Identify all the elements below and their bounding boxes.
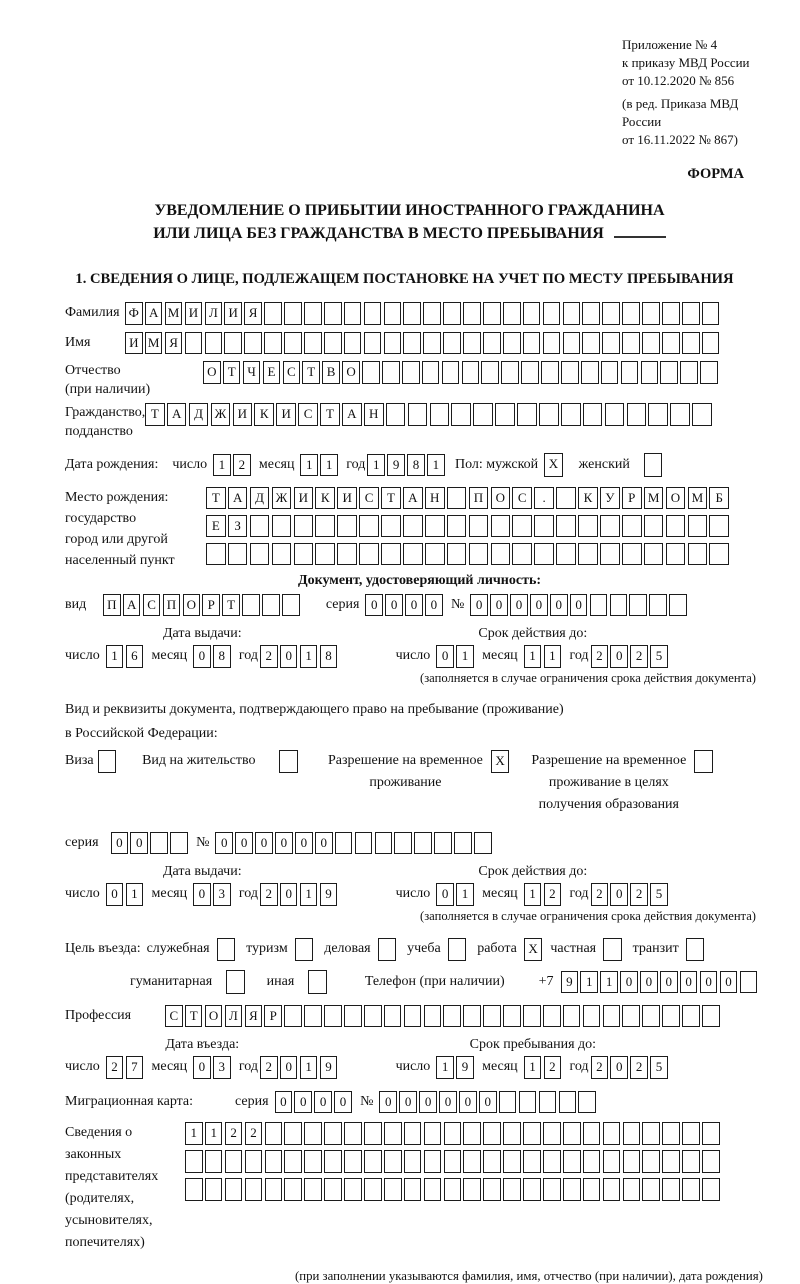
identity-doc-row <box>65 594 774 617</box>
residence-doc-intro: Вид и реквизиты документа, подтверждающего право на пребывание (проживание) в Российской Федерации: <box>65 701 564 741</box>
birth-place-boxes <box>206 487 731 571</box>
citizenship-label: Гражданство, подданство <box>65 405 146 439</box>
transit-checkbox[interactable] <box>686 938 705 962</box>
month-label: месяц <box>482 886 518 902</box>
citizenship-boxes[interactable]: Т А Д Ж И К И С Т А Н <box>145 403 714 426</box>
temp-residence-checkbox[interactable]: X <box>491 750 510 774</box>
stay-year-boxes[interactable]: 2 0 2 5 <box>591 1056 671 1079</box>
patronymic-row <box>65 361 774 399</box>
birth-date-label: Дата рождения: <box>65 456 159 472</box>
doc-series-label: серия <box>325 596 360 612</box>
humanitarian-checkbox[interactable] <box>226 970 245 994</box>
identity-expiry-month-boxes[interactable]: 1 1 <box>524 645 564 668</box>
profession-row <box>65 1005 774 1028</box>
temp-residence-edu-label: Разрешение на временное проживание в целях получения образования <box>531 752 687 812</box>
purpose-row <box>65 938 774 962</box>
purpose-option-private: частная <box>550 938 621 962</box>
given-name-row <box>65 332 774 355</box>
day-label: число <box>395 886 431 902</box>
form-title <box>45 199 774 245</box>
issue-heading: Дата выдачи: <box>162 626 242 641</box>
phone-label: Телефон (при наличии) <box>364 973 505 989</box>
month-label: месяц <box>482 648 518 664</box>
residence-issue-day-boxes[interactable]: 0 1 <box>106 883 146 906</box>
visa-checkbox[interactable] <box>98 750 117 774</box>
doc-kind-boxes[interactable]: П А С П О Р Т <box>103 594 302 617</box>
residence-number-boxes[interactable]: 0 0 0 0 0 0 <box>215 832 493 855</box>
number-label: № <box>360 1093 374 1109</box>
year-label: год <box>238 648 258 664</box>
day-label: число <box>65 886 100 902</box>
residence-expiry-day-boxes[interactable]: 0 1 <box>436 883 476 906</box>
forma-label: ФОРМА <box>687 166 744 182</box>
legal-reps-row2-boxes[interactable] <box>185 1150 763 1173</box>
residence-issue-year-boxes[interactable]: 2 0 1 9 <box>260 883 340 906</box>
doc-number-boxes[interactable]: 0 0 0 0 0 0 <box>470 594 689 617</box>
phone-prefix: +7 <box>538 973 554 989</box>
residence-permit-checkbox[interactable] <box>279 750 298 774</box>
profession-label: Профессия <box>65 1007 132 1023</box>
month-label: месяц <box>482 1059 518 1075</box>
section1-heading: 1. СВЕДЕНИЯ О ЛИЦЕ, ПОДЛЕЖАЩЕМ ПОСТАНОВКЕ НА УЧЕТ ПО МЕСТУ ПРЕБЫВАНИЯ <box>75 271 734 287</box>
entry-date-group <box>65 1037 340 1079</box>
number-label: № <box>196 834 210 850</box>
entry-date-heading: Дата въезда: <box>165 1037 240 1052</box>
sex-male-label: Пол: мужской <box>454 456 539 472</box>
month-label: месяц <box>151 886 188 902</box>
migration-card-label: Миграционная карта: <box>65 1093 194 1109</box>
purpose-option-business: служебная <box>147 938 236 962</box>
title-blank-underline <box>614 236 666 238</box>
migration-number-boxes[interactable]: 0 0 0 0 0 0 <box>379 1091 598 1114</box>
temp-residence-edu-option <box>531 750 712 816</box>
residence-doc-options <box>65 750 774 816</box>
day-label: число <box>395 648 431 664</box>
other-purpose-checkbox[interactable] <box>308 970 327 994</box>
temp-residence-label: Разрешение на временное проживание <box>327 752 483 790</box>
identity-issue-month-boxes[interactable]: 0 8 <box>193 645 233 668</box>
purpose-option-transit: транзит <box>633 938 705 962</box>
residence-doc-dates <box>65 864 774 906</box>
purpose-row2 <box>65 970 774 994</box>
entry-month-boxes[interactable]: 0 3 <box>193 1056 233 1079</box>
entry-day-boxes[interactable]: 2 7 <box>106 1056 146 1079</box>
given-name-label: Имя <box>65 334 91 350</box>
residence-permit-option <box>142 750 298 774</box>
legal-reps-boxes <box>185 1122 763 1284</box>
residence-series-boxes[interactable]: 0 0 <box>111 832 191 855</box>
other-purpose-label: иная <box>266 973 295 989</box>
birth-place-row1-boxes[interactable]: Т А Д Ж И К И С Т А Н П О С . К У Р М О М Б <box>206 487 731 510</box>
year-label: год <box>346 456 366 472</box>
stay-day-boxes[interactable]: 1 9 <box>436 1056 476 1079</box>
legal-reps-row1-boxes[interactable]: 1 1 2 2 <box>185 1122 763 1145</box>
series-label: серия <box>235 1093 269 1109</box>
doc-number-label: № <box>451 596 465 612</box>
temp-residence-edu-checkbox[interactable] <box>694 750 713 774</box>
birth-place-row2-boxes[interactable]: Е З <box>206 515 731 538</box>
patronymic-label: Отчество (при наличии) <box>65 363 151 397</box>
given-name-boxes[interactable]: И М Я <box>125 332 722 355</box>
business-checkbox[interactable] <box>217 938 236 962</box>
stay-month-boxes[interactable]: 1 2 <box>524 1056 564 1079</box>
form-title-line2: ИЛИ ЛИЦА БЕЗ ГРАЖДАНСТВА В МЕСТО ПРЕБЫВАНИЯ <box>45 222 774 245</box>
month-label: месяц <box>258 456 295 472</box>
year-label: год <box>238 1059 258 1075</box>
purpose-option-study: учеба <box>407 938 466 962</box>
temp-residence-option <box>328 750 509 794</box>
month-label: месяц <box>151 1059 188 1075</box>
identity-issue-group <box>65 626 340 668</box>
amendment-lines: (в ред. Приказа МВД России от 16.11.2022 № 867) <box>622 96 739 147</box>
appendix-reference <box>622 36 774 149</box>
form-title-line1: УВЕДОМЛЕНИЕ О ПРИБЫТИИ ИНОСТРАННОГО ГРАЖДАНИНА <box>154 202 665 219</box>
residence-expiry-group <box>396 864 671 906</box>
legal-reps-block <box>65 1122 774 1284</box>
commercial-checkbox[interactable] <box>378 938 397 962</box>
residence-issue-group <box>65 864 340 906</box>
patronymic-boxes[interactable]: О Т Ч Е С Т В О <box>203 361 720 384</box>
birth-place-labels: Место рождения: государство город или другой населенный пункт <box>65 489 175 568</box>
female-checkbox[interactable] <box>644 453 663 477</box>
male-checkbox[interactable]: X <box>544 453 563 477</box>
legal-reps-labels: Сведения о законных представителях (родителях, усыновителях, попечителях) <box>65 1125 159 1250</box>
migration-series-boxes[interactable]: 0 0 0 0 <box>275 1091 355 1114</box>
surname-row <box>65 302 774 325</box>
year-label: год <box>238 886 258 902</box>
residence-doc-series-row <box>65 832 774 855</box>
birth-place-row3-boxes[interactable] <box>206 543 731 566</box>
issue-heading: Дата выдачи: <box>162 864 242 879</box>
migration-card-row <box>65 1091 774 1114</box>
expiry-heading: Срок действия до: <box>478 626 588 641</box>
profession-boxes[interactable]: С Т О Л Я Р <box>165 1005 722 1028</box>
day-label: число <box>395 1059 431 1075</box>
appendix-lines: Приложение № 4 к приказу МВД России от 10.12.2020 № 856 <box>622 37 750 88</box>
residence-issue-month-boxes[interactable]: 0 3 <box>193 883 233 906</box>
humanitarian-label: гуманитарная <box>130 973 213 989</box>
phone-boxes[interactable]: 9 1 1 0 0 0 0 0 0 <box>561 971 760 994</box>
identity-doc-dates <box>65 626 774 668</box>
study-checkbox[interactable] <box>448 938 467 962</box>
surname-label: Фамилия <box>65 305 120 321</box>
purpose-option-work: работа X <box>477 938 542 962</box>
residence-expiry-month-boxes[interactable]: 1 2 <box>524 883 564 906</box>
identity-issue-day-boxes[interactable]: 1 6 <box>106 645 146 668</box>
month-label: месяц <box>151 648 188 664</box>
identity-expiry-note: (заполняется в случае ограничения срока действия документа) <box>420 670 756 685</box>
series-label: серия <box>65 834 99 850</box>
year-label: год <box>569 886 589 902</box>
stay-until-heading: Срок пребывания до: <box>469 1037 597 1052</box>
day-label: число <box>65 1059 100 1075</box>
doc-kind-label: вид <box>65 596 87 612</box>
stay-until-group <box>396 1037 671 1079</box>
citizenship-row <box>65 403 774 441</box>
visa-option <box>65 750 116 774</box>
year-label: год <box>569 648 589 664</box>
entry-stay-dates <box>65 1037 774 1079</box>
residence-expiry-year-boxes[interactable]: 2 0 2 5 <box>591 883 671 906</box>
day-label: число <box>172 456 208 472</box>
birth-year-boxes[interactable]: 1 9 8 1 <box>367 454 447 477</box>
residence-permit-label: Вид на жительство <box>142 752 256 768</box>
entry-year-boxes[interactable]: 2 0 1 9 <box>260 1056 340 1079</box>
tourism-checkbox[interactable] <box>295 938 314 962</box>
legal-reps-note: (при заполнении указываются фамилия, имя, отчество (при наличии), дата рождения) <box>295 1268 763 1283</box>
day-label: число <box>65 648 100 664</box>
birth-day-boxes[interactable]: 1 2 <box>213 454 253 477</box>
legal-reps-row3-boxes[interactable] <box>185 1178 763 1201</box>
identity-expiry-group <box>396 626 671 668</box>
year-label: год <box>569 1059 589 1075</box>
doc-series-boxes[interactable]: 0 0 0 0 <box>365 594 445 617</box>
purpose-option-commercial: деловая <box>324 938 396 962</box>
work-checkbox[interactable]: X <box>524 938 543 962</box>
expiry-heading: Срок действия до: <box>478 864 588 879</box>
identity-issue-year-boxes[interactable]: 2 0 1 8 <box>260 645 340 668</box>
residence-expiry-note: (заполняется в случае ограничения срока действия документа) <box>420 908 756 923</box>
visa-label: Виза <box>65 752 94 768</box>
private-checkbox[interactable] <box>603 938 622 962</box>
surname-boxes[interactable]: Ф А М И Л И Я <box>125 302 722 325</box>
purpose-label: Цель въезда: <box>65 941 141 957</box>
birth-date-row <box>65 453 774 477</box>
identity-doc-heading: Документ, удостоверяющий личность: <box>297 572 542 588</box>
birth-month-boxes[interactable]: 1 1 <box>300 454 340 477</box>
purpose-option-tourism: туризм <box>246 938 313 962</box>
identity-expiry-day-boxes[interactable]: 0 1 <box>436 645 476 668</box>
sex-female-label: женский <box>578 456 630 472</box>
birth-place-block <box>65 487 774 571</box>
identity-expiry-year-boxes[interactable]: 2 0 2 5 <box>591 645 671 668</box>
